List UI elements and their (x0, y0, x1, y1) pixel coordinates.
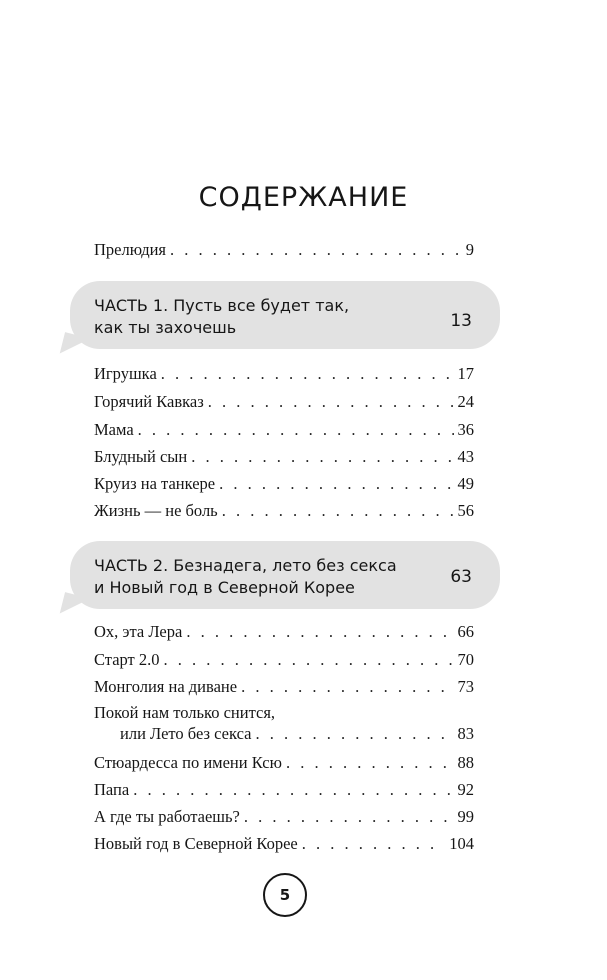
dot-leader (219, 474, 453, 494)
dot-leader (138, 420, 454, 440)
entry-page: 70 (457, 650, 474, 669)
entry-label: Жизнь — не боль (94, 501, 218, 520)
dot-leader (133, 780, 453, 800)
entry-label-line1[interactable]: Покой нам только снится, (94, 703, 276, 722)
part-page: 13 (450, 311, 472, 331)
toc-entry[interactable] (94, 447, 474, 467)
toc-entry[interactable] (94, 474, 474, 494)
entry-label: Стюардесса по имени Ксю (94, 753, 282, 772)
entry-label: Старт 2.0 (94, 650, 160, 669)
dot-leader (222, 501, 454, 521)
entry-label: Блудный сын (94, 447, 188, 466)
dot-leader (164, 650, 454, 670)
entry-label: Монголия на диване (94, 677, 238, 696)
toc-entry[interactable] (94, 650, 474, 670)
part-title-line1: ЧАСТЬ 1. Пусть все будет так, (94, 296, 350, 315)
entry-page: 49 (457, 474, 474, 493)
entry-page: 43 (457, 447, 474, 466)
entry-page: 99 (457, 807, 474, 826)
part-page: 63 (450, 567, 472, 587)
toc-entry[interactable] (94, 724, 474, 744)
toc-entry[interactable] (94, 780, 474, 800)
entry-label: Круиз на танкере (94, 474, 216, 493)
speech-bubble-tail (60, 332, 91, 360)
toc-entry[interactable] (94, 677, 474, 697)
dot-leader (255, 724, 453, 744)
toc-entry[interactable] (94, 392, 474, 412)
toc-entry[interactable] (94, 622, 474, 642)
toc-entry[interactable] (94, 364, 474, 384)
entry-page: 83 (457, 724, 474, 743)
entry-page: 73 (457, 677, 474, 696)
dot-leader (170, 240, 462, 260)
entry-page: 17 (457, 364, 474, 383)
toc-entry[interactable] (94, 834, 474, 854)
part-title-line2: и Новый год в Северной Корее (94, 578, 355, 597)
entry-page: 104 (449, 834, 474, 853)
entry-page: 36 (457, 420, 474, 439)
toc-entry[interactable] (94, 753, 474, 773)
entry-label: Горячий Кавказ (94, 392, 204, 411)
entry-page: 56 (457, 501, 474, 520)
entry-label: Ох, эта Лера (94, 622, 183, 641)
entry-page: 92 (457, 780, 474, 799)
entry-label: А где ты работаешь? (94, 807, 240, 826)
entry-page: 9 (465, 240, 474, 259)
dot-leader (286, 753, 454, 773)
dot-leader (302, 834, 446, 854)
entry-page: 66 (457, 622, 474, 641)
part-title (94, 555, 434, 599)
entry-label: Новый год в Северной Корее (94, 834, 298, 853)
dot-leader (161, 364, 454, 384)
part-title (94, 295, 414, 339)
dot-leader (244, 807, 454, 827)
entry-label: Папа (94, 780, 130, 799)
entry-label: Мама (94, 420, 134, 439)
toc-entry[interactable] (94, 501, 474, 521)
speech-bubble-tail (60, 592, 91, 620)
part-title-line2: как ты захочешь (94, 318, 237, 337)
entry-page: 88 (457, 753, 474, 772)
part-2-banner[interactable] (70, 541, 500, 609)
dot-leader (241, 677, 453, 697)
dot-leader (191, 447, 453, 467)
part-1-banner[interactable] (70, 281, 500, 349)
toc-entry[interactable] (94, 420, 474, 440)
page-title: СОДЕРЖАНИЕ (198, 182, 409, 213)
dot-leader (208, 392, 454, 412)
entry-label: Прелюдия (94, 240, 167, 259)
entry-page: 24 (457, 392, 474, 411)
page-number: 5 (263, 873, 307, 917)
entry-label-line2: или Лето без секса (120, 724, 252, 743)
toc-entry[interactable] (94, 807, 474, 827)
entry-label: Игрушка (94, 364, 157, 383)
part-title-line1: ЧАСТЬ 2. Безнадега, лето без секса (94, 556, 397, 575)
toc-entry-prelude[interactable] (94, 240, 474, 260)
dot-leader (186, 622, 453, 642)
